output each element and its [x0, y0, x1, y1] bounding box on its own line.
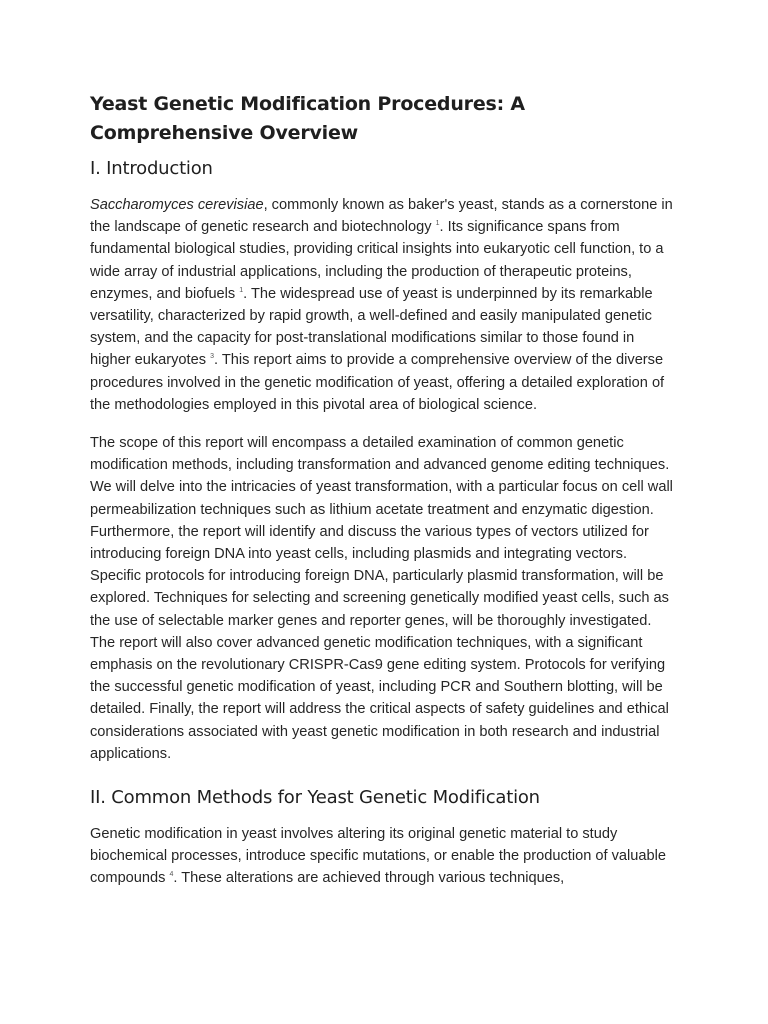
species-name: Saccharomyces cerevisiae [90, 197, 264, 213]
citation-ref[interactable]: 1 [435, 220, 440, 228]
citation-ref[interactable]: 4 [169, 871, 174, 879]
section-heading-introduction: I. Introduction [90, 158, 213, 179]
section-heading-common-methods: II. Common Methods for Yeast Genetic Modification [90, 787, 540, 809]
text-run: . Its significance spans from fundamental biological studies, providing critical insights into eukaryotic cell function, to a wide array of industrial applications, including the production of therapeutic proteins, enzymes, and biofuels [90, 219, 664, 302]
methods-paragraph-1 [90, 823, 678, 890]
text-run: . The widespread use of yeast is underpinned by its remarkable versatility, characterized by rapid growth, a well-defined and easily manipulated genetic system, and the capacity for post-translational modifications similar to those found in higher eukaryotes [90, 285, 653, 369]
document-title: Yeast Genetic Modification Procedures: A Comprehensive Overview [90, 93, 525, 144]
text-run: . This report aims to provide a comprehensive overview of the diverse procedures involved in the genetic modification of yeast, offering a detailed exploration of the methodologies employed in this pivotal area of biological science. [90, 352, 665, 413]
text-run: , commonly known as baker's yeast, stands as a cornerstone in the landscape of genetic research and biotechnology [90, 197, 673, 236]
text-run: . These alterations are achieved through various techniques, [173, 870, 565, 887]
citation-ref[interactable]: 1 [239, 286, 244, 294]
intro-paragraph-1 [90, 194, 678, 416]
text-run: Genetic modification in yeast involves altering its original genetic material to study biochemical processes, introduce specific mutations, or enable the production of valuable compounds [90, 826, 666, 887]
intro-paragraph-2: The scope of this report will encompass a detailed examination of common genetic modification methods, including transformation and advanced genome editing techniques. We will delve into the intricacies of yeast transformation, with a particular focus on cell wall permeabilization techniques such as lithium acetate treatment and enzymatic digestion. Furthermore, the report will identify and discuss the various types of vectors utilized for introducing foreign DNA into yeast cells, including plasmids and integrating vectors. Specific protocols for introducing foreign DNA, particularly plasmid transformation, will be explored. Techniques for selecting and screening genetically modified yeast cells, such as the use of selectable marker genes and reporter genes, will be thoroughly investigated. The report will also cover advanced genetic modification techniques, with a significant emphasis on the revolutionary CRISPR-Cas9 gene editing system. Protocols for verifying the successful genetic modification of yeast, including PCR and Southern blotting, will be detailed. Finally, the report will address the critical aspects of safety guidelines and ethical considerations associated with yeast genetic modification in both research and industrial applications. [90, 435, 673, 762]
document-page [90, 90, 678, 906]
citation-ref[interactable]: 3 [210, 353, 214, 361]
